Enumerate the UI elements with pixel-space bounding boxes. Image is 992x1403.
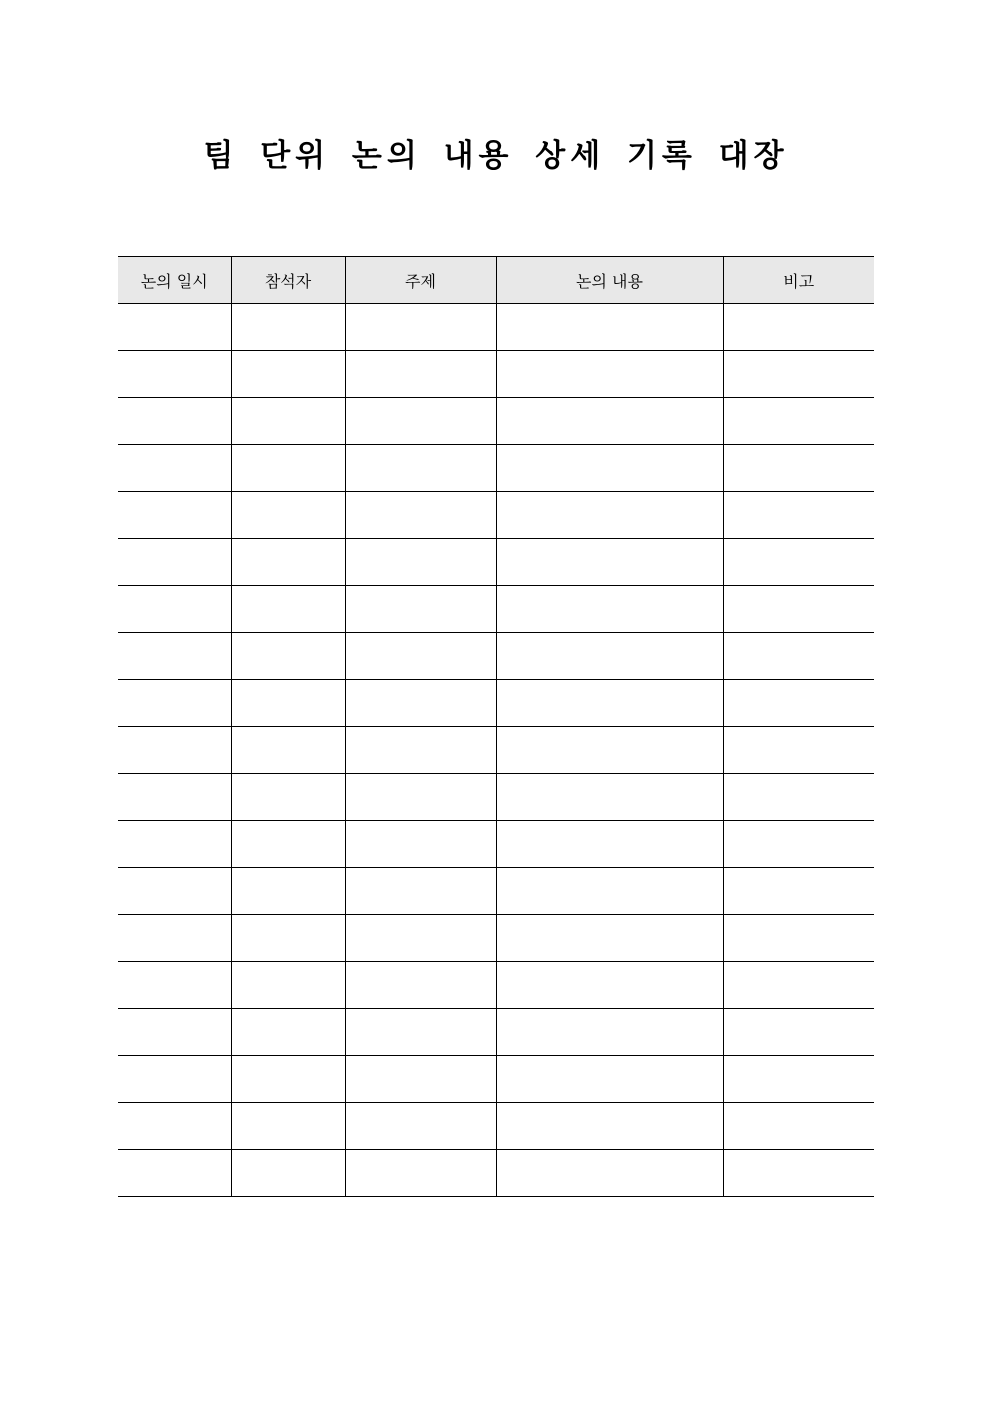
remarks-cell[interactable] [723, 539, 874, 586]
datetime-cell[interactable] [118, 351, 231, 398]
content-cell[interactable] [496, 445, 723, 492]
topic-cell[interactable] [345, 1150, 496, 1197]
content-cell[interactable] [496, 868, 723, 915]
table-row [118, 633, 874, 680]
attendees-cell[interactable] [231, 915, 345, 962]
datetime-cell[interactable] [118, 962, 231, 1009]
topic-cell[interactable] [345, 1103, 496, 1150]
content-cell[interactable] [496, 1150, 723, 1197]
header-topic: 주제 [345, 257, 496, 304]
content-cell[interactable] [496, 1009, 723, 1056]
datetime-cell[interactable] [118, 727, 231, 774]
attendees-cell[interactable] [231, 633, 345, 680]
remarks-cell[interactable] [723, 351, 874, 398]
table-row [118, 445, 874, 492]
remarks-cell[interactable] [723, 633, 874, 680]
attendees-cell[interactable] [231, 445, 345, 492]
remarks-cell[interactable] [723, 1150, 874, 1197]
content-cell[interactable] [496, 821, 723, 868]
topic-cell[interactable] [345, 821, 496, 868]
topic-cell[interactable] [345, 304, 496, 351]
table-row [118, 1009, 874, 1056]
remarks-cell[interactable] [723, 586, 874, 633]
remarks-cell[interactable] [723, 1009, 874, 1056]
attendees-cell[interactable] [231, 774, 345, 821]
content-cell[interactable] [496, 398, 723, 445]
attendees-cell[interactable] [231, 1009, 345, 1056]
topic-cell[interactable] [345, 727, 496, 774]
content-cell[interactable] [496, 539, 723, 586]
attendees-cell[interactable] [231, 539, 345, 586]
table-row [118, 727, 874, 774]
remarks-cell[interactable] [723, 821, 874, 868]
datetime-cell[interactable] [118, 1056, 231, 1103]
topic-cell[interactable] [345, 1009, 496, 1056]
datetime-cell[interactable] [118, 304, 231, 351]
datetime-cell[interactable] [118, 821, 231, 868]
table-row [118, 774, 874, 821]
remarks-cell[interactable] [723, 398, 874, 445]
table-row [118, 915, 874, 962]
content-cell[interactable] [496, 915, 723, 962]
remarks-cell[interactable] [723, 962, 874, 1009]
table-row [118, 304, 874, 351]
content-cell[interactable] [496, 633, 723, 680]
content-cell[interactable] [496, 304, 723, 351]
datetime-cell[interactable] [118, 1103, 231, 1150]
topic-cell[interactable] [345, 398, 496, 445]
header-discussion-datetime: 논의 일시 [118, 257, 231, 304]
table-row [118, 1056, 874, 1103]
header-discussion-content: 논의 내용 [496, 257, 723, 304]
datetime-cell[interactable] [118, 398, 231, 445]
topic-cell[interactable] [345, 539, 496, 586]
content-cell[interactable] [496, 1103, 723, 1150]
table-row [118, 821, 874, 868]
datetime-cell[interactable] [118, 868, 231, 915]
attendees-cell[interactable] [231, 586, 345, 633]
topic-cell[interactable] [345, 351, 496, 398]
attendees-cell[interactable] [231, 351, 345, 398]
datetime-cell[interactable] [118, 1150, 231, 1197]
datetime-cell[interactable] [118, 539, 231, 586]
remarks-cell[interactable] [723, 868, 874, 915]
table-row [118, 586, 874, 633]
content-cell[interactable] [496, 774, 723, 821]
table-row [118, 398, 874, 445]
datetime-cell[interactable] [118, 1009, 231, 1056]
datetime-cell[interactable] [118, 680, 231, 727]
table-row [118, 1150, 874, 1197]
attendees-cell[interactable] [231, 398, 345, 445]
content-cell[interactable] [496, 727, 723, 774]
remarks-cell[interactable] [723, 774, 874, 821]
attendees-cell[interactable] [231, 304, 345, 351]
attendees-cell[interactable] [231, 1103, 345, 1150]
document-title: 팀 단위 논의 내용 상세 기록 대장 [203, 138, 789, 174]
topic-cell[interactable] [345, 774, 496, 821]
table-body [118, 304, 874, 1197]
attendees-cell[interactable] [231, 868, 345, 915]
remarks-cell[interactable] [723, 727, 874, 774]
topic-cell[interactable] [345, 962, 496, 1009]
content-cell[interactable] [496, 962, 723, 1009]
attendees-cell[interactable] [231, 492, 345, 539]
header-attendees: 참석자 [231, 257, 345, 304]
table-row [118, 492, 874, 539]
attendees-cell[interactable] [231, 680, 345, 727]
attendees-cell[interactable] [231, 727, 345, 774]
discussion-log-table [118, 256, 874, 1197]
content-cell[interactable] [496, 586, 723, 633]
remarks-cell[interactable] [723, 1103, 874, 1150]
topic-cell[interactable] [345, 633, 496, 680]
topic-cell[interactable] [345, 1056, 496, 1103]
content-cell[interactable] [496, 1056, 723, 1103]
table-header-row [118, 257, 874, 304]
table-row [118, 539, 874, 586]
datetime-cell[interactable] [118, 915, 231, 962]
table-row [118, 680, 874, 727]
content-cell[interactable] [496, 680, 723, 727]
table-row [118, 351, 874, 398]
table-row [118, 1103, 874, 1150]
remarks-cell[interactable] [723, 915, 874, 962]
remarks-cell[interactable] [723, 680, 874, 727]
datetime-cell[interactable] [118, 633, 231, 680]
table-row [118, 962, 874, 1009]
datetime-cell[interactable] [118, 492, 231, 539]
content-cell[interactable] [496, 492, 723, 539]
header-remarks: 비고 [723, 257, 874, 304]
datetime-cell[interactable] [118, 774, 231, 821]
topic-cell[interactable] [345, 680, 496, 727]
topic-cell[interactable] [345, 586, 496, 633]
remarks-cell[interactable] [723, 492, 874, 539]
topic-cell[interactable] [345, 492, 496, 539]
remarks-cell[interactable] [723, 445, 874, 492]
topic-cell[interactable] [345, 868, 496, 915]
attendees-cell[interactable] [231, 1150, 345, 1197]
content-cell[interactable] [496, 351, 723, 398]
attendees-cell[interactable] [231, 962, 345, 1009]
topic-cell[interactable] [345, 915, 496, 962]
remarks-cell[interactable] [723, 304, 874, 351]
attendees-cell[interactable] [231, 1056, 345, 1103]
datetime-cell[interactable] [118, 445, 231, 492]
remarks-cell[interactable] [723, 1056, 874, 1103]
table-row [118, 868, 874, 915]
topic-cell[interactable] [345, 445, 496, 492]
attendees-cell[interactable] [231, 821, 345, 868]
datetime-cell[interactable] [118, 586, 231, 633]
